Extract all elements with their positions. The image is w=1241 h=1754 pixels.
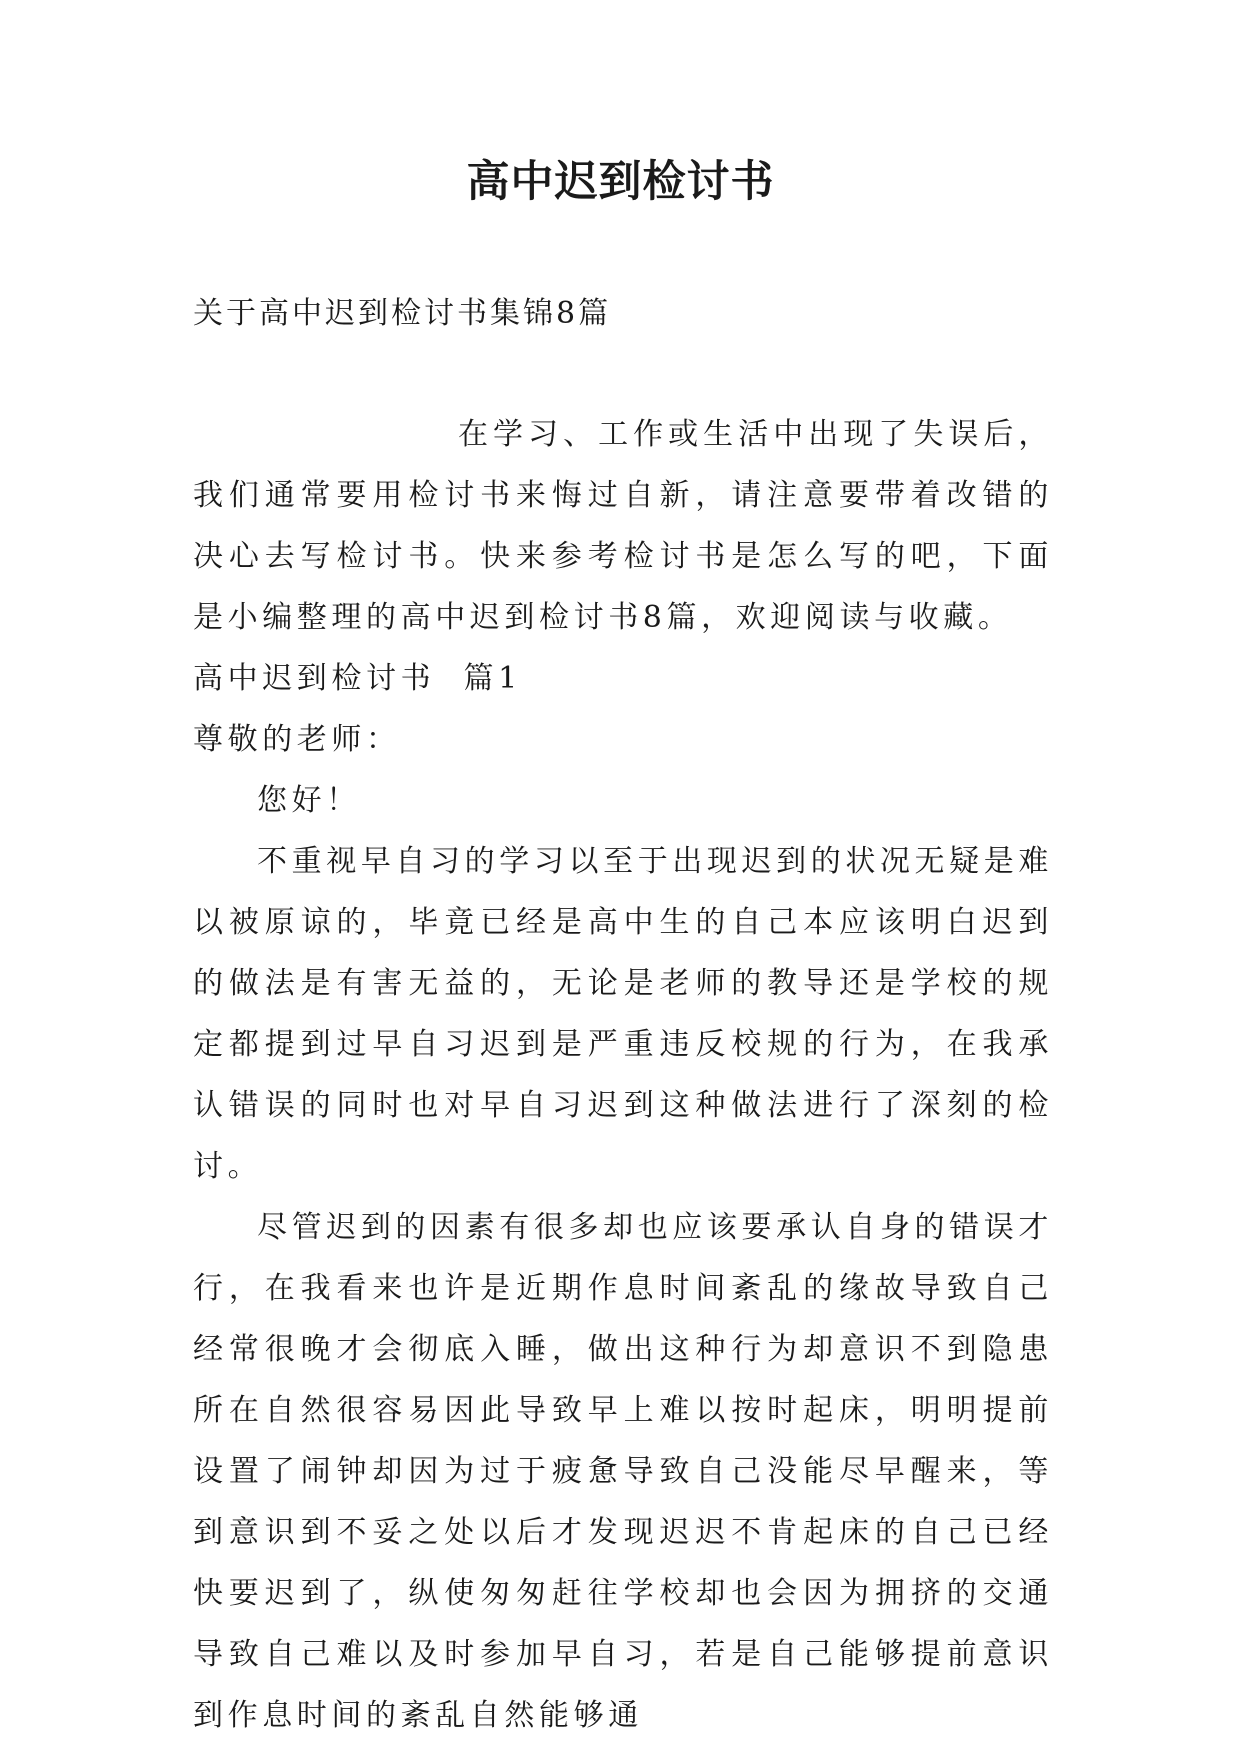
document-subtitle: 关于高中迟到检讨书集锦8篇 — [193, 296, 612, 331]
section-heading: 高中迟到检讨书 篇1 — [193, 661, 522, 696]
body-paragraph-2: 尽管迟到的因素有很多却也应该要承认自身的错误才行，在我看来也许是近期作息时间紊乱的缘故导致自己经常很晚才会彻底入睡，做出这种行为却意识不到隐患所在自然很容易因此导致早上难以按时起床，明明提前设置了闹钟却因为过于疲惫导致自己没能尽早醒来，等到意识到不妥之处以后才发现迟迟不肯起床的自己已经快要迟到了，纵使匆匆赶往学校却也会因为拥挤的交通导致自己难以及时参加早自习，若是自己能够提前意识到作息时间的紊乱自然能够通 — [193, 1210, 1053, 1733]
salutation: 尊敬的老师： — [193, 722, 401, 757]
intro-paragraph: 在学习、工作或生活中出现了失误后，我们通常要用检讨书来悔过自新，请注意要带着改错的决心去写检讨书。快来参考检讨书是怎么写的吧，下面是小编整理的高中迟到检讨书8篇，欢迎阅读与收藏。 — [193, 417, 1053, 635]
body-paragraph-1: 不重视早自习的学习以至于出现迟到的状况无疑是难以被原谅的，毕竟已经是高中生的自己本应该明白迟到的做法是有害无益的，无论是老师的教导还是学校的规定都提到过早自习迟到是严重违反校规的行为，在我承认错误的同时也对早自习迟到这种做法进行了深刻的检讨。 — [193, 844, 1053, 1184]
document-title: 高中迟到检讨书 — [466, 157, 775, 207]
greeting: 您好！ — [257, 783, 361, 818]
document-body — [193, 404, 1053, 1746]
